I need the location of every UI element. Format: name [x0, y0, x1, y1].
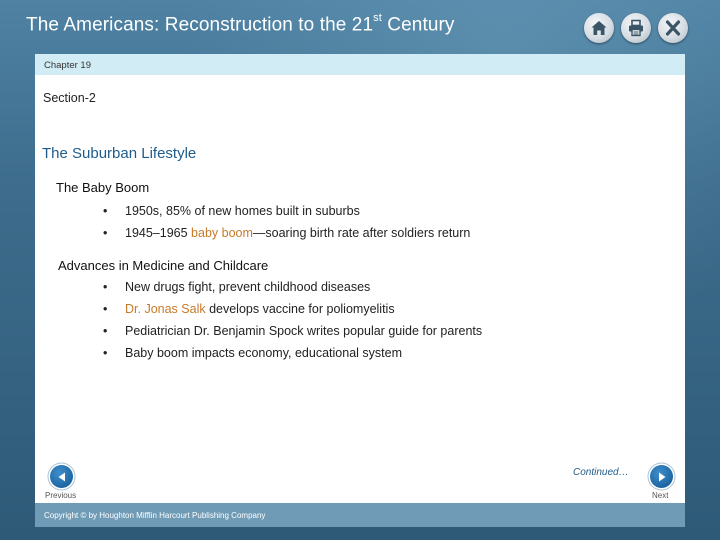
list-item: • New drugs fight, prevent childhood diseases: [103, 276, 482, 298]
print-icon: [627, 19, 645, 37]
previous-arrow-icon: [56, 471, 68, 483]
list-item: • Baby boom impacts economy, educational system: [103, 342, 482, 364]
home-button[interactable]: [584, 13, 614, 43]
highlight-term: baby boom: [191, 226, 253, 240]
chapter-bar: [35, 54, 685, 75]
next-label[interactable]: Next: [652, 491, 669, 500]
next-arrow-icon: [656, 471, 668, 483]
title-end: Century: [381, 14, 455, 36]
list-item: • 1945–1965 baby boom—soaring birth rate after soldiers return: [103, 222, 470, 244]
medicine-bullet-list: [103, 276, 482, 364]
previous-button[interactable]: [50, 465, 73, 488]
title-superscript: st: [373, 12, 382, 24]
list-item: • Pediatrician Dr. Benjamin Spock writes popular guide for parents: [103, 320, 482, 342]
presentation-title: [26, 14, 455, 36]
top-nav-icons: [584, 13, 688, 43]
subhead-baby-boom: The Baby Boom: [56, 180, 150, 195]
highlight-term: Dr. Jonas Salk: [125, 302, 206, 316]
close-icon: [664, 19, 682, 37]
close-button[interactable]: [658, 13, 688, 43]
slide-heading: The Suburban Lifestyle: [42, 145, 197, 162]
home-icon: [590, 19, 608, 37]
print-button[interactable]: [621, 13, 651, 43]
next-button[interactable]: [650, 465, 673, 488]
list-item: • 1950s, 85% of new homes built in suburbs: [103, 200, 470, 222]
previous-label[interactable]: Previous: [45, 491, 77, 500]
section-label: Section-2: [43, 91, 96, 105]
copyright-text: Copyright © by Houghton Mifflin Harcourt Publishing Company: [44, 511, 266, 520]
list-item: • Dr. Jonas Salk develops vaccine for poliomyelitis: [103, 298, 482, 320]
continued-label: Continued…: [573, 467, 629, 478]
title-main: The Americans: Reconstruction to the 21: [26, 14, 374, 36]
slide-content: [35, 75, 685, 503]
footer-bar: [35, 503, 685, 527]
baby-boom-bullet-list: [103, 200, 470, 244]
subhead-medicine-childcare: Advances in Medicine and Childcare: [58, 258, 269, 273]
chapter-label: Chapter 19: [44, 60, 92, 71]
